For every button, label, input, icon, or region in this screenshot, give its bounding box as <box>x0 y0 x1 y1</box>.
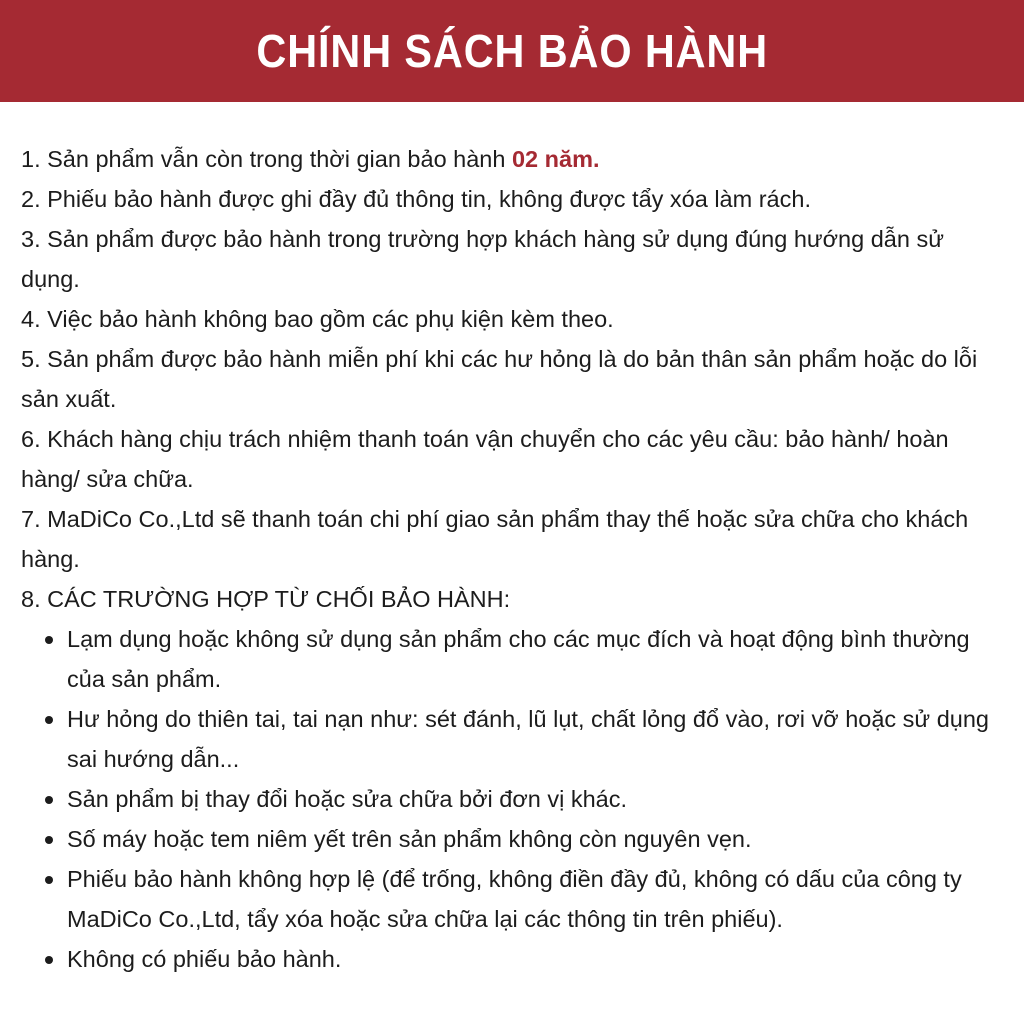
policy-item-3: 3. Sản phẩm được bảo hành trong trường hợp khách hàng sử dụng đúng hướng dẫn sử dụng. <box>21 226 944 292</box>
page-title: CHÍNH SÁCH BẢO HÀNH <box>256 25 768 77</box>
refusal-item <box>67 619 1006 699</box>
bullet-icon <box>45 636 53 644</box>
policy-item-7: 7. MaDiCo Co.,Ltd sẽ thanh toán chi phí giao sản phẩm thay thế hoặc sửa chữa cho khách hàng. <box>21 506 969 572</box>
warranty-period-highlight: 02 năm. <box>511 146 600 172</box>
header-banner <box>0 0 1024 102</box>
refusal-item-text: Số máy hoặc tem niêm yết trên sản phẩm không còn nguyên vẹn. <box>67 826 752 852</box>
policy-content <box>21 139 1006 979</box>
policy-item-1-text: 1. Sản phẩm vẫn còn trong thời gian bảo hành <box>21 146 512 172</box>
bullet-icon <box>45 956 53 964</box>
refusal-item <box>67 939 1006 979</box>
bullet-icon <box>45 796 53 804</box>
refusal-item-text: Không có phiếu bảo hành. <box>67 946 342 972</box>
refusal-item-text: Hư hỏng do thiên tai, tai nạn như: sét đánh, lũ lụt, chất lỏng đổ vào, rơi vỡ hoặc sử dụng sai hướng dẫn... <box>67 706 989 772</box>
bullet-icon <box>45 716 53 724</box>
bullet-icon <box>45 836 53 844</box>
refusal-list <box>21 619 1006 979</box>
refusal-item <box>67 859 1006 939</box>
policy-item-6: 6. Khách hàng chịu trách nhiệm thanh toán vận chuyển cho các yêu cầu: bảo hành/ hoàn hàng/ sửa chữa. <box>21 426 949 492</box>
refusal-item <box>67 699 1006 779</box>
refusal-item-text: Phiếu bảo hành không hợp lệ (để trống, không điền đầy đủ, không có dấu của công ty MaDiCo Co.,Ltd, tẩy xóa hoặc sửa chữa lại các thông tin trên phiếu). <box>67 866 962 932</box>
policy-item-2: 2. Phiếu bảo hành được ghi đầy đủ thông tin, không được tẩy xóa làm rách. <box>21 186 811 212</box>
policy-item-4: 4. Việc bảo hành không bao gồm các phụ kiện kèm theo. <box>21 306 614 332</box>
policy-item-8: 8. CÁC TRƯỜNG HỢP TỪ CHỐI BẢO HÀNH: <box>21 586 511 612</box>
refusal-item-text: Lạm dụng hoặc không sử dụng sản phẩm cho các mục đích và hoạt động bình thường của sản phẩm. <box>67 626 970 692</box>
refusal-item <box>67 779 1006 819</box>
refusal-item-text: Sản phẩm bị thay đổi hoặc sửa chữa bởi đơn vị khác. <box>67 786 628 812</box>
bullet-icon <box>45 876 53 884</box>
policy-item-5: 5. Sản phẩm được bảo hành miễn phí khi các hư hỏng là do bản thân sản phẩm hoặc do lỗi sản xuất. <box>21 346 978 412</box>
refusal-item <box>67 819 1006 859</box>
policy-item-1 <box>21 139 1006 179</box>
